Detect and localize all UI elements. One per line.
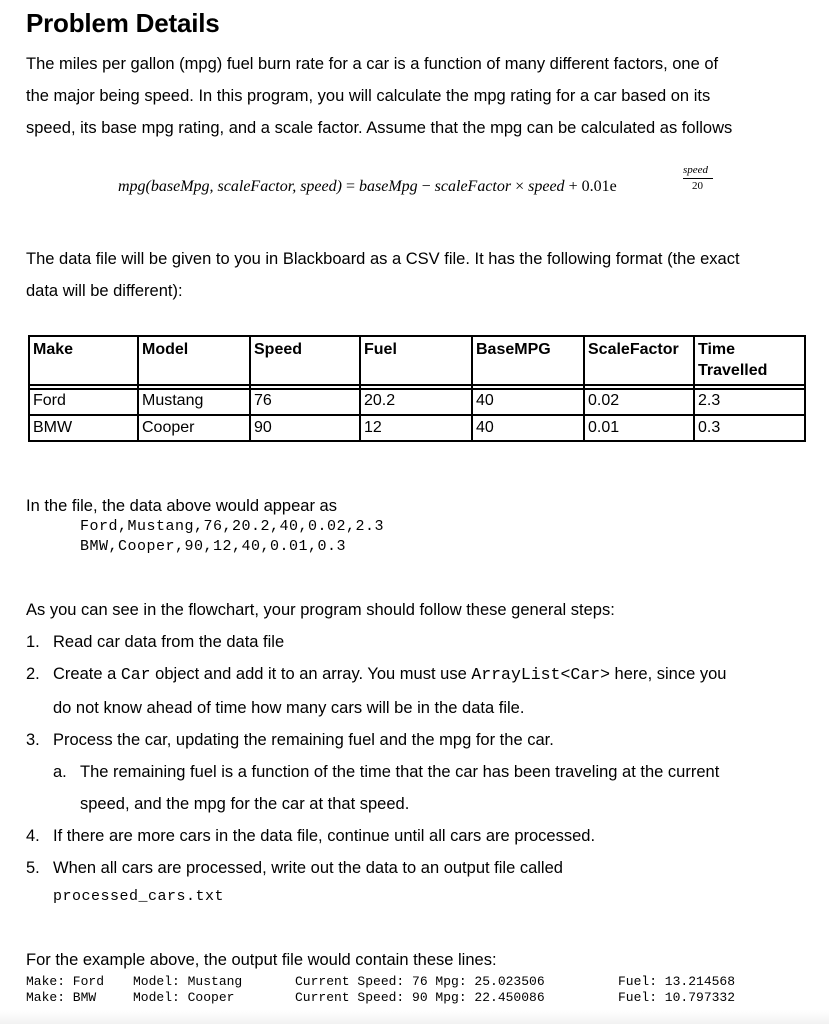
output-line-2-fuel: Fuel: 10.797332: [618, 990, 736, 1005]
header-fuel: Fuel: [364, 341, 397, 358]
output-filename: processed_cars.txt: [53, 888, 225, 905]
row2-scalefactor: 0.01: [588, 419, 620, 436]
step-3a: a. The remaining fuel is a function of the time that the car has been traveling at the current: [53, 763, 720, 781]
output-line-2-make: Make: BMW: [26, 990, 97, 1005]
output-line-2-model: Model: Cooper: [133, 990, 235, 1005]
output-intro: For the example above, the output file would contain these lines:: [26, 951, 497, 969]
data-file-line-2: data will be different):: [26, 282, 183, 300]
row1-basempg: 40: [476, 392, 494, 409]
intro-line-3: speed, its base mpg rating, and a scale factor. Assume that the mpg can be calculated as follows: [26, 119, 733, 137]
formula-exponent-numerator: speed: [683, 164, 709, 176]
header-scalefactor: ScaleFactor: [588, 341, 679, 358]
formula-fraction-bar: [683, 178, 713, 179]
row1-make: Ford: [33, 392, 66, 409]
page-title: Problem Details: [26, 8, 220, 38]
step-3a-line-2: speed, and the mpg for the car at that speed.: [80, 795, 410, 813]
mpg-formula: mpg(baseMpg, scaleFactor, speed) = baseMpg − scaleFactor × speed + 0.01e: [118, 178, 617, 195]
data-file-line-1: The data file will be given to you in Blackboard as a CSV file. It has the following format (the exact: [26, 250, 740, 268]
step-5: 5. When all cars are processed, write out the data to an output file called: [26, 859, 563, 877]
row2-fuel: 12: [364, 419, 382, 436]
row1-model: Mustang: [142, 392, 204, 409]
intro-line-2: the major being speed. In this program, you will calculate the mpg rating for a car based on its: [26, 87, 711, 105]
step-3: 3. Process the car, updating the remaining fuel and the mpg for the car.: [26, 731, 554, 749]
steps-intro: As you can see in the flowchart, your program should follow these general steps:: [26, 601, 615, 619]
row1-scalefactor: 0.02: [588, 392, 620, 409]
header-travelled: Travelled: [698, 362, 768, 379]
row2-make: BMW: [33, 419, 73, 436]
header-time: Time: [698, 341, 736, 358]
header-make: Make: [33, 341, 74, 358]
header-speed: Speed: [254, 341, 303, 358]
output-line-2-speed: Current Speed: 90 Mpg: 22.450086: [295, 990, 545, 1005]
row2-speed: 90: [254, 419, 272, 436]
step-4: 4. If there are more cars in the data file, continue until all cars are processed.: [26, 827, 596, 845]
row2-basempg: 40: [476, 419, 494, 436]
car-data-table: [28, 335, 806, 442]
row1-time: 2.3: [698, 392, 721, 409]
row2-model: Cooper: [142, 419, 195, 436]
header-model: Model: [142, 341, 189, 358]
header-basempg: BaseMPG: [476, 341, 551, 358]
step-2: 2. Create a Car object and add it to an array. You must use ArrayList<Car> here, since you: [26, 665, 727, 684]
output-line-1-make: Make: Ford: [26, 974, 105, 989]
file-line-1: Ford,Mustang,76,20.2,40,0.02,2.3: [80, 518, 385, 535]
bottom-edge: [0, 1010, 829, 1024]
intro-line-1: The miles per gallon (mpg) fuel burn rate for a car is a function of many different factors, one of: [26, 55, 719, 73]
file-line-2: BMW,Cooper,90,12,40,0.01,0.3: [80, 538, 347, 555]
row2-time: 0.3: [698, 419, 721, 436]
row1-fuel: 20.2: [364, 392, 396, 409]
output-line-1-speed: Current Speed: 76 Mpg: 25.023506: [295, 974, 545, 989]
file-intro: In the file, the data above would appear as: [26, 497, 337, 515]
output-line-1-model: Model: Mustang: [133, 974, 243, 989]
step-2-line-2: do not know ahead of time how many cars will be in the data file.: [53, 699, 525, 717]
output-line-1-fuel: Fuel: 13.214568: [618, 974, 736, 989]
formula-exponent-denominator: 20: [692, 180, 703, 192]
step-1: 1. Read car data from the data file: [26, 633, 285, 651]
row1-speed: 76: [254, 392, 272, 409]
